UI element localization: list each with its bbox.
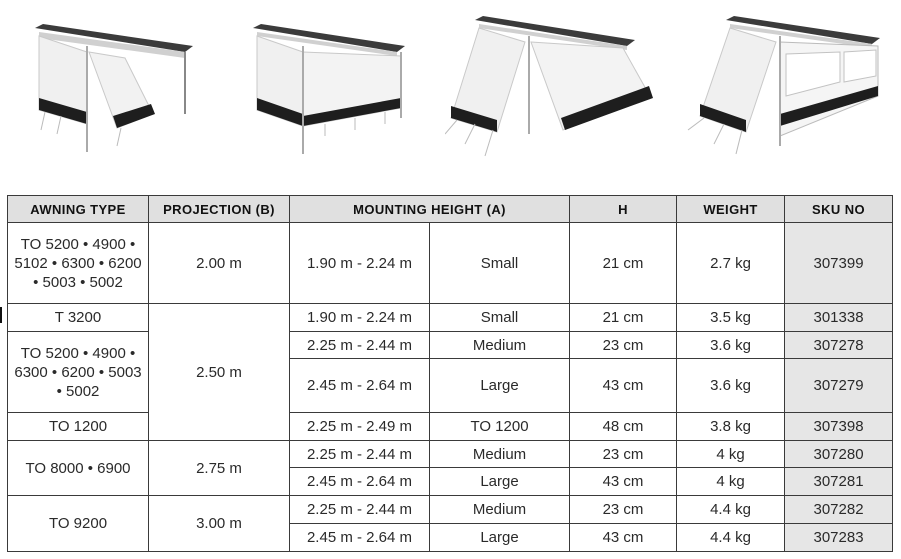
header-weight: WEIGHT xyxy=(677,196,785,223)
mount-range-cell: 2.25 m - 2.44 m xyxy=(290,332,430,359)
mount-size-cell: Large xyxy=(430,524,570,552)
awning-front-panel-icon xyxy=(245,6,455,176)
awning-type-cell: TO 1200 xyxy=(8,413,149,441)
mount-size-cell: Small xyxy=(430,304,570,332)
table-row xyxy=(8,441,893,468)
weight-cell: 4.4 kg xyxy=(677,524,785,552)
header-sku: SKU NO xyxy=(785,196,893,223)
mount-range-cell: 1.90 m - 2.24 m xyxy=(290,223,430,304)
spec-table xyxy=(7,195,893,552)
edge-mark xyxy=(0,307,2,323)
table-header-row xyxy=(8,196,893,223)
sku-cell: 307283 xyxy=(785,524,893,552)
weight-cell: 3.6 kg xyxy=(677,332,785,359)
h-cell: 43 cm xyxy=(570,359,677,413)
awning-side-panel-icon xyxy=(25,6,235,176)
mount-range-cell: 2.45 m - 2.64 m xyxy=(290,524,430,552)
product-images xyxy=(0,0,901,185)
mount-range-cell: 2.45 m - 2.64 m xyxy=(290,468,430,496)
weight-cell: 4 kg xyxy=(677,441,785,468)
weight-cell: 3.5 kg xyxy=(677,304,785,332)
mount-range-cell: 2.45 m - 2.64 m xyxy=(290,359,430,413)
mount-size-cell: Large xyxy=(430,359,570,413)
awning-twin-panel-icon xyxy=(445,6,655,176)
sku-cell: 307278 xyxy=(785,332,893,359)
h-cell: 43 cm xyxy=(570,524,677,552)
header-projection: PROJECTION (B) xyxy=(149,196,290,223)
h-cell: 23 cm xyxy=(570,441,677,468)
mount-size-cell: Medium xyxy=(430,441,570,468)
mount-range-cell: 2.25 m - 2.44 m xyxy=(290,496,430,524)
awning-type-cell: TO 5200 • 4900 • 5102 • 6300 • 6200 • 5003 • 5002 xyxy=(8,223,149,304)
mount-size-cell: Large xyxy=(430,468,570,496)
table-row xyxy=(8,332,893,359)
table-row xyxy=(8,304,893,332)
mount-size-cell: Medium xyxy=(430,496,570,524)
projection-cell: 2.50 m xyxy=(149,304,290,441)
h-cell: 23 cm xyxy=(570,332,677,359)
mount-size-cell: Medium xyxy=(430,332,570,359)
sku-cell: 307399 xyxy=(785,223,893,304)
table-row xyxy=(8,496,893,524)
weight-cell: 4.4 kg xyxy=(677,496,785,524)
mount-range-cell: 2.25 m - 2.44 m xyxy=(290,441,430,468)
weight-cell: 3.8 kg xyxy=(677,413,785,441)
header-mounting-height: MOUNTING HEIGHT (A) xyxy=(290,196,570,223)
mount-size-cell: TO 1200 xyxy=(430,413,570,441)
h-cell: 23 cm xyxy=(570,496,677,524)
awning-type-cell: TO 8000 • 6900 xyxy=(8,441,149,496)
projection-cell: 2.00 m xyxy=(149,223,290,304)
weight-cell: 3.6 kg xyxy=(677,359,785,413)
mount-range-cell: 2.25 m - 2.49 m xyxy=(290,413,430,441)
mount-size-cell: Small xyxy=(430,223,570,304)
h-cell: 21 cm xyxy=(570,223,677,304)
sku-cell: 307281 xyxy=(785,468,893,496)
weight-cell: 4 kg xyxy=(677,468,785,496)
h-cell: 48 cm xyxy=(570,413,677,441)
h-cell: 43 cm xyxy=(570,468,677,496)
awning-type-cell: TO 9200 xyxy=(8,496,149,552)
header-awning-type: AWNING TYPE xyxy=(8,196,149,223)
awning-type-cell: TO 5200 • 4900 • 6300 • 6200 • 5003 • 5002 xyxy=(8,332,149,413)
sku-cell: 307280 xyxy=(785,441,893,468)
sku-cell: 307398 xyxy=(785,413,893,441)
sku-cell: 307279 xyxy=(785,359,893,413)
table-row xyxy=(8,413,893,441)
mount-range-cell: 1.90 m - 2.24 m xyxy=(290,304,430,332)
header-h: H xyxy=(570,196,677,223)
table-row xyxy=(8,223,893,304)
projection-cell: 2.75 m xyxy=(149,441,290,496)
sku-cell: 301338 xyxy=(785,304,893,332)
weight-cell: 2.7 kg xyxy=(677,223,785,304)
projection-cell: 3.00 m xyxy=(149,496,290,552)
awning-type-cell: T 3200 xyxy=(8,304,149,332)
h-cell: 21 cm xyxy=(570,304,677,332)
sku-cell: 307282 xyxy=(785,496,893,524)
awning-window-panel-icon xyxy=(680,6,890,176)
